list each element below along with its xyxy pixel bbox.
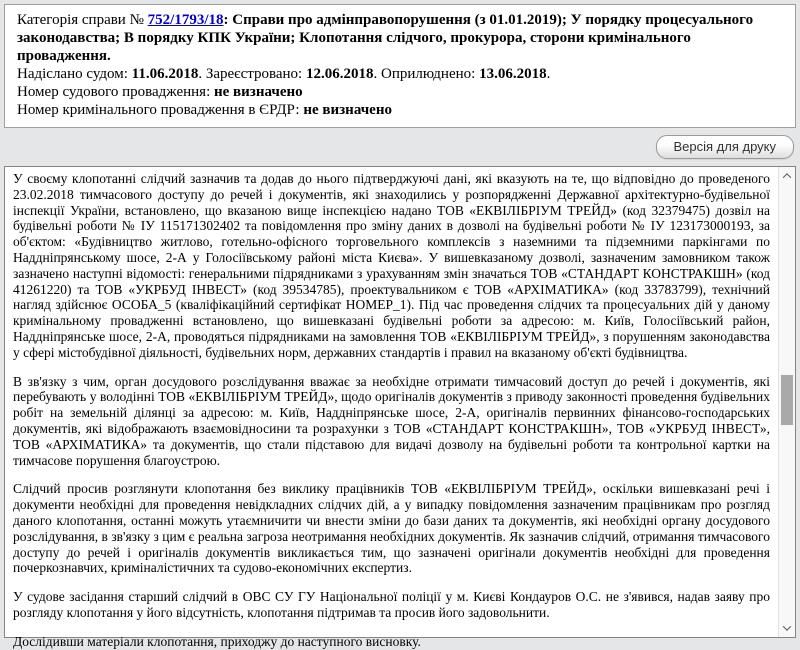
criminal-proceeding-label: Номер кримінального провадження в ЄРДР: bbox=[17, 102, 304, 118]
dates-period: . bbox=[546, 66, 551, 82]
published-date-value: 13.06.2018 bbox=[479, 66, 547, 82]
case-category-line bbox=[17, 11, 783, 65]
case-category-value: : Справи про адмінправопорушення (з 01.01.2019); У порядку процесуального законодавства; В порядку КПК України; Клопотання слідчого, прокурора, сторони кримінального провадження. bbox=[17, 12, 754, 64]
scrollbar-thumb[interactable] bbox=[781, 375, 793, 425]
court-proceeding-value: не визначено bbox=[214, 84, 303, 100]
registered-date-value: 12.06.2018 bbox=[305, 66, 374, 82]
case-number-link[interactable]: 752/1793/18 bbox=[147, 12, 224, 28]
document-paragraph: У судове засідання старший слідчий в ОВС СУ ГУ Національної поліції у м. Києві Кондауров О.С. не з'явився, надав заяву про розгляду клопотання у його відсутність, клопотання підтримав та просив його задовольнити. bbox=[13, 589, 770, 620]
published-date-label: . Оприлюднено: bbox=[373, 66, 480, 82]
document-paragraph: Слідчий просив розглянути клопотання без виклику працівників ТОВ «ЕКВІЛІБРІУМ ТРЕЙД», оскільки вишевказані речі і документи необхідні для проведення невідкладних слідчих дій, а у випадку повідомлення зазначеним працівникам про розгляд даного клопотання, останні можуть утаємничити чи внести зміни до бази даних та документів, які необхідні органу досудового розслідування, в зв'язку з цим є реальна загроза неотримання необхідних документів. Як зазначив слідчий, отримання тимчасового доступу до речей і оригіналів документів викликається тим, що зазначені оригінали документів необхідні для проведення почеркознавчих, криміналістичних та судово-економічних експертиз. bbox=[13, 481, 770, 576]
document-paragraph: В зв'язку з чим, орган досудового розслідування вважає за необхідне отримати тимчасовий доступ до речей і документів, які перебувають у володінні ТОВ «ЕКВІЛІБРІУМ ТРЕЙД», щодо оригіналів документів з приводу законності проведення будівельних робіт на земельній ділянці за адресою: м. Київ, Наддніпрянське шосе, 2-А, оригіналів первинних фінансово-господарських документів, які відображають взаємовідносини та розрахунки з ТОВ «СТАНДАРТ КОНСТРАКШН», ТОВ «УКРБУД ІНВЕСТ», ТОВ «АРХІМАТИКА» та документів, що стали підставою для видачі дозволу на будівельні роботи та контрольної картки на тимчасове порушення благоустрою. bbox=[13, 373, 770, 468]
document-text-content bbox=[5, 167, 778, 649]
sent-date-value: 11.06.2018 bbox=[131, 66, 199, 82]
print-version-button[interactable]: Версія для друку bbox=[656, 135, 795, 159]
vertical-scrollbar[interactable] bbox=[778, 167, 795, 637]
sent-date-label: Надіслано судом: bbox=[17, 66, 132, 82]
scroll-up-button[interactable] bbox=[779, 168, 795, 184]
chevron-up-icon bbox=[783, 173, 791, 181]
toolbar-row bbox=[4, 128, 796, 166]
case-dates-line bbox=[17, 65, 783, 83]
document-paragraph: У своєму клопотанні слідчий зазначив та додав до нього підтверджуючі дані, які вказують на те, що відповідно до проведеного 23.02.2018 тимчасового доступу до речей і документів, які знаходились у розпорядженні Державної архітектурно-будівельної інспекції України, встановлено, що вказаною вище інспекцією надано ТОВ «ЕКВІЛІБРІУМ ТРЕЙД» (код 32379475) дозвіл на будівельні роботи № ІУ 115171302402 та повідомлення про зміну даних в дозволі на будівельні роботи № ІУ 123173000193, за об'єктом: «Будівництво житлово, готельно-офісного торговельного комплексів з наземними та підземними паркінгами по Наддніпрянському шосе, 2-А у Голосіївському районі міста Києва». У вишевказаному дозволі, зазначеним замовником також зазначено наступні відомості: генеральними підрядниками з урахуванням змін значаться ТОВ «СТАНДАРТ КОНСТРАКШН» (код 41261220) та ТОВ «УКРБУД ІНВЕСТ» (код 39534785), проектувальником є ТОВ «АРХІМАТИКА» (код 33783799), технічний нагляд здійснює ОСОБА_5 (кваліфікаційний сертифікат НОМЕР_1). Під час проведення слідчих та процесуальних дій у даному кримінальному провадженні встановлено, що вишевказані будівельні роботи за адресою: м. Київ, Голосіївський район, Наддніпрянське шосе, 2-А, проводяться підрядниками на замовлення ТОВ «ЕКВІЛІБРІУМ ТРЕЙД», з порушенням законодавства у сфері містобудівної діяльності, будівельних норм, державних стандартів і правил на вказаному об'єкті будівництва. bbox=[13, 171, 770, 360]
criminal-proceeding-line bbox=[17, 101, 783, 119]
case-metadata-panel bbox=[4, 4, 796, 128]
registered-date-label: . Зареєстровано: bbox=[198, 66, 306, 82]
document-paragraph: Дослідивши матеріали клопотання, приходжу до наступного висновку. bbox=[13, 633, 421, 649]
case-category-label: Категорія справи № bbox=[17, 12, 148, 28]
scroll-down-button[interactable] bbox=[779, 620, 795, 636]
court-proceeding-line bbox=[17, 83, 783, 101]
criminal-proceeding-value: не визначено bbox=[303, 102, 392, 118]
document-text-panel bbox=[4, 166, 796, 649]
chevron-down-icon bbox=[783, 622, 791, 630]
court-proceeding-label: Номер судового провадження: bbox=[17, 84, 214, 100]
